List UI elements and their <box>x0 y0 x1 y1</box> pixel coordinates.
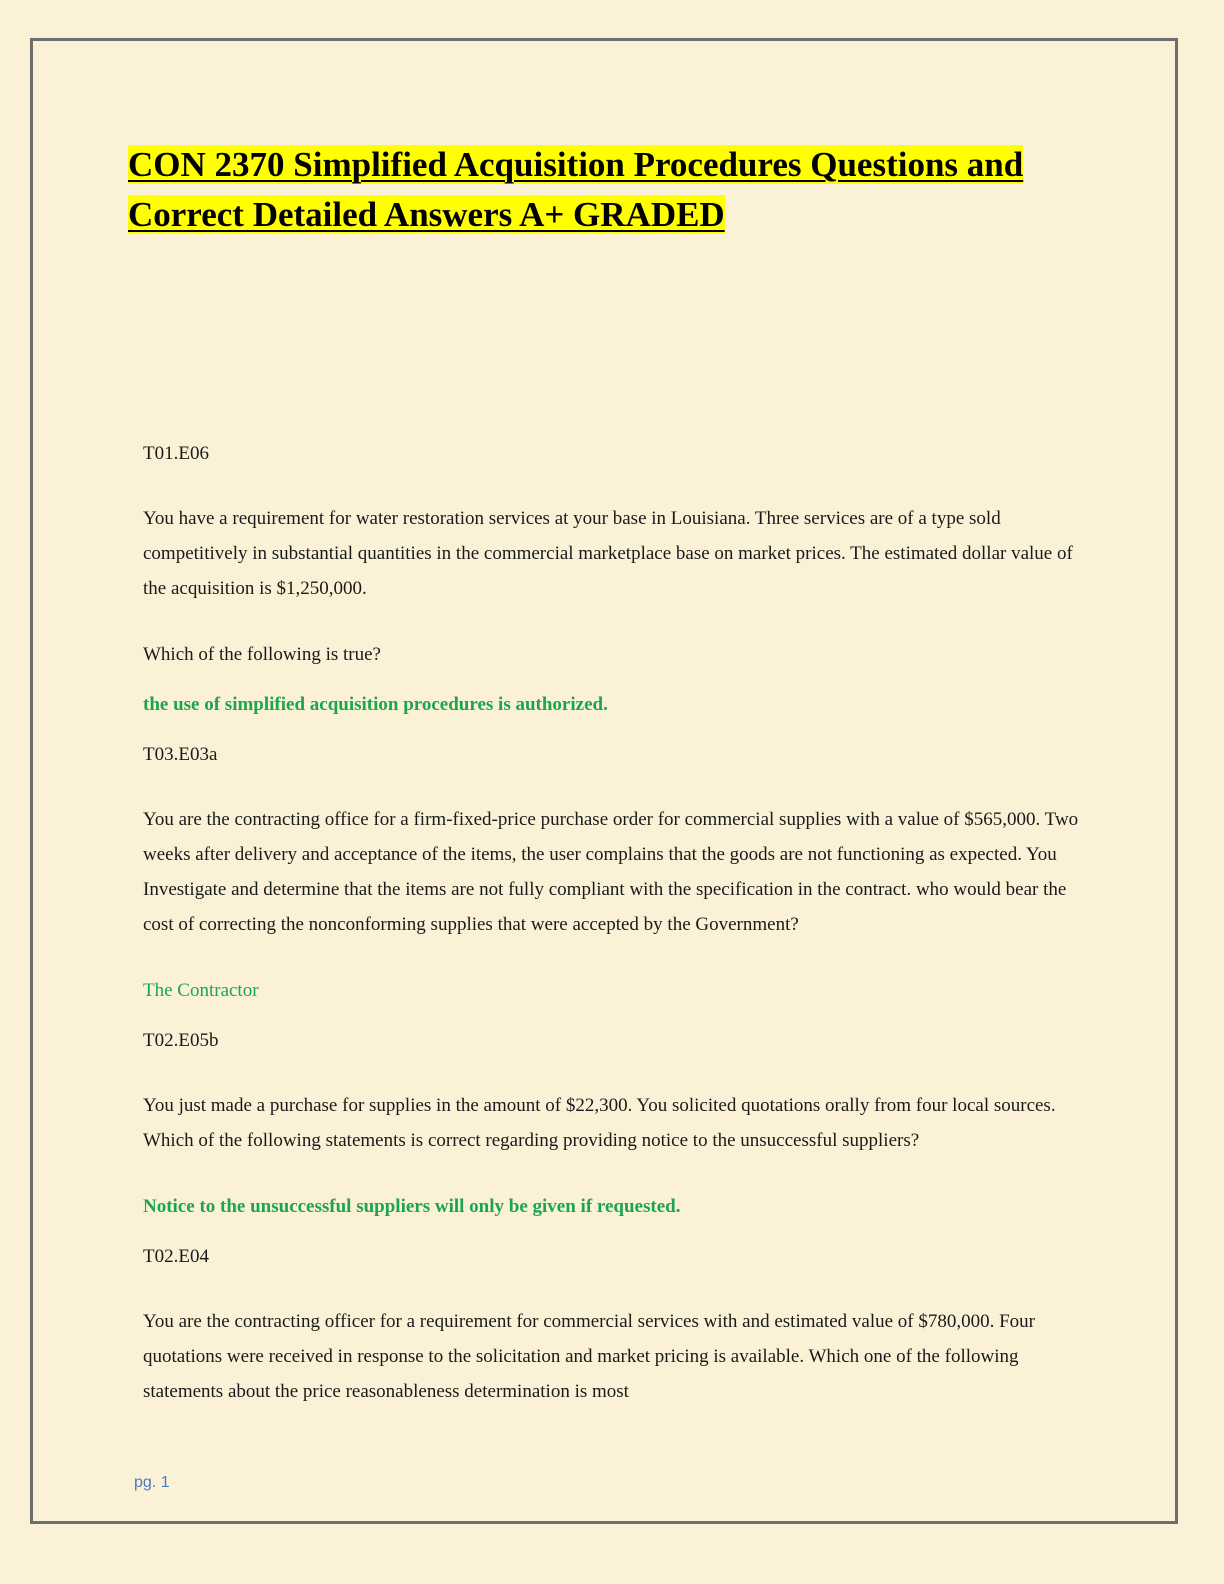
question-prompt: Which of the following is true? <box>143 644 381 665</box>
question-id: T02.E04 <box>143 1246 209 1267</box>
answer-text: The Contractor <box>143 980 259 1001</box>
question-id: T01.E06 <box>143 443 209 464</box>
question-id: T03.E03a <box>143 744 218 765</box>
page-number: pg. 1 <box>134 1474 170 1491</box>
question-text: You just made a purchase for supplies in the amount of $22,300. You solicited quotations orally from four local sources. Which of the following statements is correct regarding providing notice to the unsuccessful suppliers? <box>143 1095 1056 1151</box>
question-text: You are the contracting office for a firm-fixed-price purchase order for commercial supplies with a value of $565,000. Two weeks after delivery and acceptance of the items, the user complains that the goods are not functioning as expected. You Investigate and determine that the items are not fully compliant with the specification in the contract. who would bear the cost of correcting the nonconforming supplies that were accepted by the Government? <box>143 809 1079 935</box>
answer-text: Notice to the unsuccessful suppliers will only be given if requested. <box>143 1196 681 1217</box>
answer-text: the use of simplified acquisition procedures is authorized. <box>143 694 608 715</box>
question-text: You have a requirement for water restoration services at your base in Louisiana. Three services are of a type sold competitively in substantial quantities in the commercial marketplace base on market prices. The estimated dollar value of the acquisition is $1,250,000. <box>143 508 1073 599</box>
question-text: You are the contracting officer for a requirement for commercial services with and estimated value of $780,000. Four quotations were received in response to the solicitation and market pricing is available. Which one of the following statements about the price reasonableness determination is most <box>143 1311 1036 1402</box>
question-list <box>143 436 1083 1440</box>
question-id: T02.E05b <box>143 1030 219 1051</box>
document-title: CON 2370 Simplified Acquisition Procedures Questions and Correct Detailed Answers A+ GRADED <box>128 145 1024 234</box>
